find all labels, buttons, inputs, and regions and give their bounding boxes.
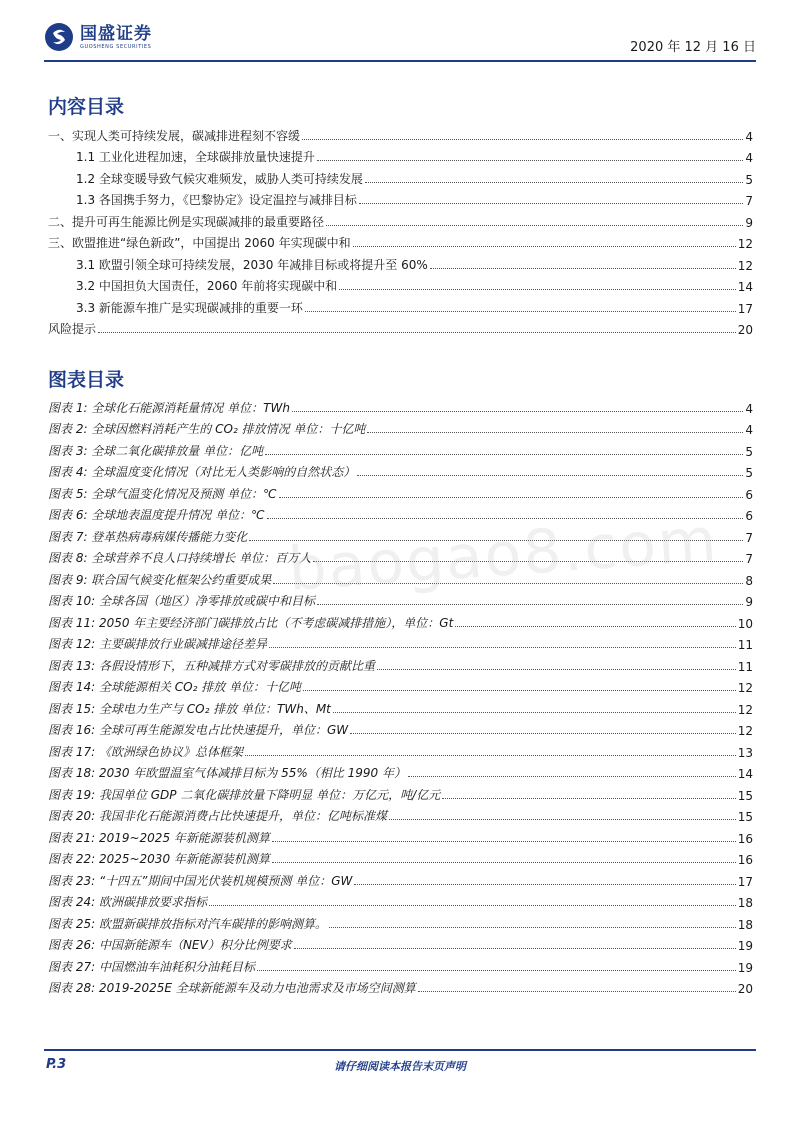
dot-leader bbox=[269, 646, 736, 648]
figure-entry-label: 图表 3: 全球二氧化碳排放量 单位：亿吨 bbox=[48, 443, 264, 458]
figure-entry[interactable] bbox=[48, 932, 753, 954]
figure-entry[interactable] bbox=[48, 416, 753, 438]
figure-entry[interactable] bbox=[48, 674, 753, 696]
dot-leader bbox=[302, 138, 743, 140]
dot-leader bbox=[292, 410, 743, 412]
figure-entry-label: 图表 4: 全球温度变化情况（对比无人类影响的自然状态） bbox=[48, 465, 356, 479]
toc-entry-label: 3.3 新能源车推广是实现碳减排的重要一环 bbox=[76, 300, 303, 315]
toc-entry[interactable] bbox=[48, 251, 753, 273]
watermark: baogao8.com bbox=[286, 505, 721, 605]
figure-entry-page: 12 bbox=[737, 681, 753, 695]
brand-logo-icon bbox=[44, 22, 74, 52]
disclaimer-note: 请仔细阅读本报告末页声明 bbox=[334, 1060, 466, 1073]
toc-entry-page: 4 bbox=[745, 151, 753, 165]
figure-entry[interactable] bbox=[48, 394, 753, 416]
contents-title: 内容目录 bbox=[48, 96, 125, 118]
figure-entry-page: 6 bbox=[745, 509, 753, 523]
dot-leader bbox=[329, 926, 736, 928]
figure-entry-label: 图表 14: 全球能源相关 CO₂ 排放 单位：十亿吨 bbox=[48, 680, 302, 694]
figure-entry-page: 4 bbox=[745, 401, 753, 416]
dot-leader bbox=[279, 496, 744, 498]
figure-entry-page: 18 bbox=[737, 896, 753, 910]
dot-leader bbox=[357, 474, 743, 476]
figure-entry-label: 图表 5: 全球气温变化情况及预测 单位：℃ bbox=[48, 486, 277, 501]
toc-entry-label: 3.1 欧盟引领全球可持续发展，2030 年减排目标或将提升至 60% bbox=[76, 257, 428, 272]
figure-entry-page: 17 bbox=[737, 874, 753, 889]
toc-entry-page: 20 bbox=[737, 323, 753, 337]
figure-entry-label: 图表 27: 中国燃油车油耗积分油耗目标 bbox=[48, 959, 255, 974]
figure-entry-page: 18 bbox=[737, 917, 753, 932]
dot-leader bbox=[408, 775, 736, 777]
page-number: P.3 bbox=[46, 1057, 67, 1072]
dot-leader bbox=[209, 904, 736, 906]
figure-entry-label: 图表 18: 2030 年欧盟温室气体减排目标为 55%（相比 1990 年） bbox=[48, 766, 406, 780]
figure-entry[interactable] bbox=[48, 717, 753, 739]
figure-entry[interactable] bbox=[48, 631, 753, 653]
figure-entry[interactable] bbox=[48, 781, 753, 803]
dot-leader bbox=[272, 840, 736, 842]
figure-entry-label: 图表 17: 《欧洲绿色协议》总体框架 bbox=[48, 744, 243, 759]
figure-entry[interactable] bbox=[48, 609, 753, 631]
toc-entry[interactable] bbox=[48, 122, 753, 144]
figure-entry-label: 图表 28: 2019-2025E 全球新能源车及动力电池需求及市场空间测算 bbox=[48, 981, 416, 995]
dot-leader bbox=[265, 453, 743, 455]
figure-entry-label: 图表 25: 欧盟新碳排放指标对汽车碳排的影响测算。 bbox=[48, 916, 327, 931]
figure-entry-page: 11 bbox=[737, 638, 753, 652]
report-date: 2020 年 12 月 16 日 bbox=[630, 40, 756, 55]
figure-entry-page: 20 bbox=[737, 982, 753, 996]
toc-entry-label: 3.2 中国担负大国责任，2060 年前将实现碳中和 bbox=[76, 279, 338, 293]
figure-entry-page: 16 bbox=[737, 831, 753, 846]
toc-entry[interactable] bbox=[48, 294, 753, 316]
figure-entry-label: 图表 8: 全球营养不良人口持续增长 单位：百万人 bbox=[48, 551, 312, 565]
toc-entry-page: 4 bbox=[745, 129, 753, 144]
figure-entry-page: 6 bbox=[745, 487, 753, 502]
dot-leader bbox=[333, 711, 736, 713]
footer-rule bbox=[44, 1049, 756, 1051]
figure-entry-label: 图表 26: 中国新能源车（NEV）积分比例要求 bbox=[48, 938, 292, 952]
dot-leader bbox=[272, 861, 736, 863]
toc-entry[interactable] bbox=[48, 316, 753, 338]
figure-entry[interactable] bbox=[48, 910, 753, 932]
figure-entry-label: 图表 16: 全球可再生能源发电占比快速提升，单位：GW bbox=[48, 723, 349, 737]
figure-entry[interactable] bbox=[48, 695, 753, 717]
toc-entry-page: 9 bbox=[745, 215, 753, 230]
figure-entry-page: 9 bbox=[745, 595, 753, 609]
figure-entry-page: 5 bbox=[745, 444, 753, 459]
figure-entry-label: 图表 15: 全球电力生产与 CO₂ 排放 单位：TWh、Mt bbox=[48, 701, 331, 716]
figure-entry-label: 图表 13: 各假设情形下，五种减排方式对零碳排放的贡献比重 bbox=[48, 658, 375, 673]
dot-leader bbox=[339, 288, 735, 290]
dot-leader bbox=[354, 883, 735, 885]
figure-entry-page: 14 bbox=[737, 767, 753, 781]
toc-entry[interactable] bbox=[48, 273, 753, 295]
brand-subtitle: GUOSHENG SECURITIES bbox=[80, 43, 152, 50]
toc-entry-label: 风险提示 bbox=[48, 322, 97, 336]
dot-leader bbox=[365, 181, 743, 183]
figures-list bbox=[48, 394, 753, 996]
figure-entry-label: 图表 24: 欧洲碳排放要求指标 bbox=[48, 895, 207, 909]
figure-entry-label: 图表 22: 2025~2030 年新能源装机测算 bbox=[48, 852, 270, 866]
toc-entry-label: 1.2 全球变暖导致气候灾难频发，威胁人类可持续发展 bbox=[76, 171, 363, 186]
toc-entry-page: 14 bbox=[737, 280, 753, 294]
dot-leader bbox=[430, 267, 736, 269]
figure-entry-page: 4 bbox=[745, 423, 753, 437]
toc-entry[interactable] bbox=[48, 144, 753, 166]
toc-entry[interactable] bbox=[48, 208, 753, 230]
dot-leader bbox=[303, 689, 736, 691]
dot-leader bbox=[326, 224, 743, 226]
dot-leader bbox=[350, 732, 736, 734]
toc-entry-label: 1.1 工业化进程加速，全球碳排放量快速提升 bbox=[76, 150, 315, 164]
figure-entry-label: 图表 19: 我国单位 GDP 二氧化碳排放量下降明显 单位：万亿元，吨/亿元 bbox=[48, 787, 441, 802]
figure-entry-label: 图表 11: 2050 年主要经济部门碳排放占比（不考虑碳减排措施），单位：Gt bbox=[48, 615, 454, 630]
figure-entry[interactable] bbox=[48, 437, 753, 459]
figure-entry[interactable] bbox=[48, 459, 753, 481]
figure-entry-page: 19 bbox=[737, 960, 753, 975]
header-rule bbox=[44, 60, 756, 62]
figure-entry-label: 图表 9: 联合国气候变化框架公约重要成果 bbox=[48, 572, 272, 587]
figure-entry-label: 图表 6: 全球地表温度提升情况 单位：℃ bbox=[48, 508, 265, 522]
toc-entry-label: 三、欧盟推进“绿色新政”，中国提出 2060 年实现碳中和 bbox=[48, 236, 351, 250]
dot-leader bbox=[389, 818, 736, 820]
toc-entry-page: 12 bbox=[737, 258, 753, 273]
figure-entry-label: 图表 1: 全球化石能源消耗量情况 单位：TWh bbox=[48, 400, 290, 415]
figure-entry[interactable] bbox=[48, 738, 753, 760]
figure-entry[interactable] bbox=[48, 803, 753, 825]
figure-entry-label: 图表 12: 主要碳排放行业碳减排途径差异 bbox=[48, 637, 267, 651]
figure-entry-page: 11 bbox=[737, 659, 753, 674]
figure-entry[interactable] bbox=[48, 953, 753, 975]
brand-name: 国盛证券 bbox=[80, 23, 152, 44]
toc-entry-label: 一、实现人类可持续发展，碳减排进程刻不容缓 bbox=[48, 128, 301, 143]
dot-leader bbox=[317, 603, 743, 605]
figure-entry[interactable] bbox=[48, 975, 753, 997]
dot-leader bbox=[245, 754, 736, 756]
figure-entry-page: 16 bbox=[737, 853, 753, 867]
toc-entry-label: 二、提升可再生能源比例是实现碳减排的最重要路径 bbox=[48, 214, 325, 229]
figure-entry-page: 7 bbox=[745, 530, 753, 545]
dot-leader bbox=[377, 668, 736, 670]
figure-entry-label: 图表 21: 2019~2025 年新能源装机测算 bbox=[48, 830, 270, 845]
figure-entry-page: 13 bbox=[737, 745, 753, 760]
figure-entry[interactable] bbox=[48, 480, 753, 502]
figure-entry-label: 图表 2: 全球因燃料消耗产生的 CO₂ 排放情况 单位：十亿吨 bbox=[48, 422, 366, 436]
contents-list bbox=[48, 122, 753, 337]
dot-leader bbox=[455, 625, 735, 627]
toc-entry-page: 7 bbox=[745, 194, 753, 208]
figure-entry-page: 15 bbox=[737, 788, 753, 803]
dot-leader bbox=[359, 202, 743, 204]
dot-leader bbox=[353, 245, 736, 247]
figure-entry-page: 12 bbox=[737, 724, 753, 738]
toc-entry-page: 5 bbox=[745, 172, 753, 187]
dot-leader bbox=[418, 990, 736, 992]
figure-entry[interactable] bbox=[48, 889, 753, 911]
figure-entry[interactable] bbox=[48, 760, 753, 782]
figure-entry[interactable] bbox=[48, 652, 753, 674]
brand-logo bbox=[44, 22, 152, 52]
toc-entry[interactable] bbox=[48, 187, 753, 209]
dot-leader bbox=[442, 797, 736, 799]
figure-entry[interactable] bbox=[48, 846, 753, 868]
figure-entry-label: 图表 10: 全球各国（地区）净零排放或碳中和目标 bbox=[48, 594, 315, 608]
figure-entry-label: 图表 20: 我国非化石能源消费占比快速提升，单位：亿吨标准煤 bbox=[48, 809, 387, 823]
toc-entry-label: 1.3 各国携手努力，《巴黎协定》设定温控与减排目标 bbox=[76, 193, 357, 207]
figure-entry-label: 图表 7: 登革热病毒病媒传播能力变化 bbox=[48, 529, 248, 544]
figure-entry-page: 19 bbox=[737, 939, 753, 953]
page-header bbox=[44, 22, 756, 58]
dot-leader bbox=[317, 159, 743, 161]
toc-entry[interactable] bbox=[48, 165, 753, 187]
dot-leader bbox=[257, 969, 736, 971]
toc-entry[interactable] bbox=[48, 230, 753, 252]
toc-entry-page: 12 bbox=[737, 237, 753, 251]
toc-entry-page: 17 bbox=[737, 301, 753, 316]
figures-title: 图表目录 bbox=[48, 369, 125, 391]
figure-entry-page: 12 bbox=[737, 702, 753, 717]
figure-entry-page: 8 bbox=[745, 573, 753, 588]
figure-entry-label: 图表 23: “十四五”期间中国光伏装机规模预测 单位：GW bbox=[48, 873, 353, 888]
figure-entry-page: 10 bbox=[737, 616, 753, 631]
dot-leader bbox=[294, 947, 736, 949]
dot-leader bbox=[367, 431, 743, 433]
figure-entry-page: 15 bbox=[737, 810, 753, 824]
figure-entry-page: 5 bbox=[745, 466, 753, 480]
dot-leader bbox=[305, 310, 736, 312]
figure-entry[interactable] bbox=[48, 867, 753, 889]
figure-entry-page: 7 bbox=[745, 552, 753, 566]
figure-entry[interactable] bbox=[48, 824, 753, 846]
dot-leader bbox=[98, 331, 736, 333]
